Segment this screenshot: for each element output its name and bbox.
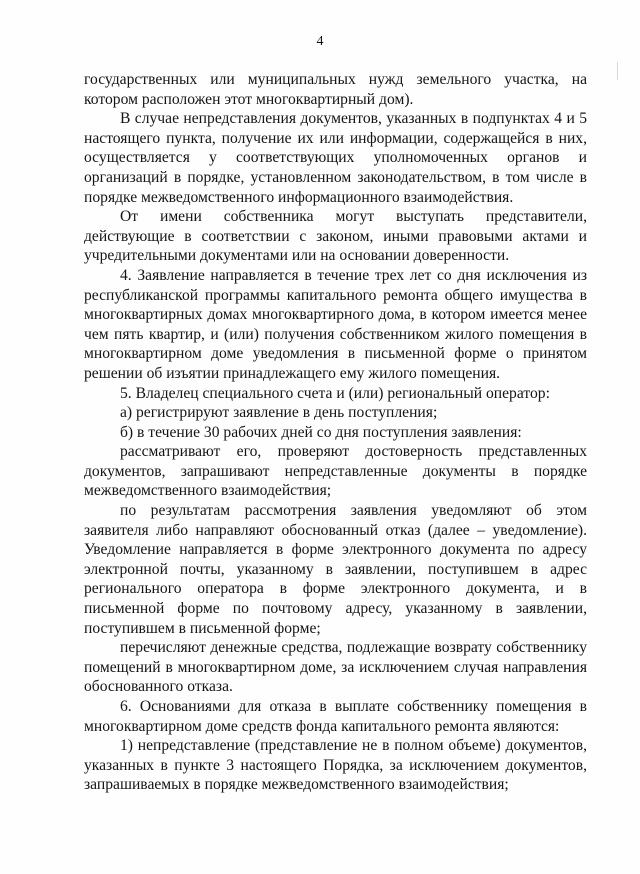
paragraph-nonsubmission: В случае непредставления документов, указанных в подпунктах 4 и 5 настоящего пункта, получение их или информации, содержащейся в них, осуществляется у соответствующих уполномоченных органов и организаций в порядке, установленном законодательством, в том числе в порядке межведомственного информационного взаимодействия.	[84, 110, 587, 206]
scan-artifact	[617, 62, 618, 80]
paragraph-item-5: 5. Владелец специального счета и (или) региональный оператор:	[120, 384, 550, 402]
paragraph-representatives: От имени собственника могут выступать представители, действующие в соответствии с законом, иными правовыми актами и учредительными документами или на основании доверенности.	[84, 208, 587, 265]
paragraph-item-6-1: 1) непредставление (представление не в полном объеме) документов, указанных в пункте 3 настоящего Порядка, за исключением документов, запрашиваемых в порядке межведомственного взаимодействия;	[84, 737, 587, 794]
paragraph-item-4: 4. Заявление направляется в течение трех лет со дня исключения из республиканской программы капитального ремонта общего имущества в многоквартирных домах многоквартирного дома, в котором имеется менее чем пять квартир, и (или) получения собственником жилого помещения в многоквартирном доме уведомления в письменной форме о принятом решении об изъятии принадлежащего ему жилого помещения.	[84, 266, 587, 382]
document-body	[84, 70, 587, 795]
paragraph-transfer: перечисляют денежные средства, подлежащие возврату собственнику помещений в многоквартирном доме, за исключением случая направления обоснованного отказа.	[84, 639, 587, 696]
paragraph-item-5a: а) регистрируют заявление в день поступления;	[120, 404, 438, 422]
paragraph-review: рассматривают его, проверяют достоверность представленных документов, запрашивают непредставленные документы в порядке межведомственного взаимодействия;	[84, 443, 587, 500]
paragraph-notification: по результатам рассмотрения заявления уведомляют об этом заявителя либо направляют обоснованный отказ (далее – уведомление). Уведомление направляется в форме электронного документа по адресу электронной почты, указанному в заявлении, поступившем в адрес регионального оператора в форме электронного документа, и в письменной форме по почтовому адресу, указанному в заявлении, поступившем в письменной форме;	[84, 502, 587, 637]
paragraph-item-6: 6. Основаниями для отказа в выплате собственнику помещения в многоквартирном доме средств фонда капитального ремонта являются:	[84, 698, 587, 735]
paragraph-continuation: государственных или муниципальных нужд земельного участка, на котором расположен этот многоквартирный дом).	[84, 71, 587, 108]
paragraph-item-5b: б) в течение 30 рабочих дней со дня поступления заявления:	[120, 423, 522, 441]
page-number: 4	[316, 34, 324, 49]
